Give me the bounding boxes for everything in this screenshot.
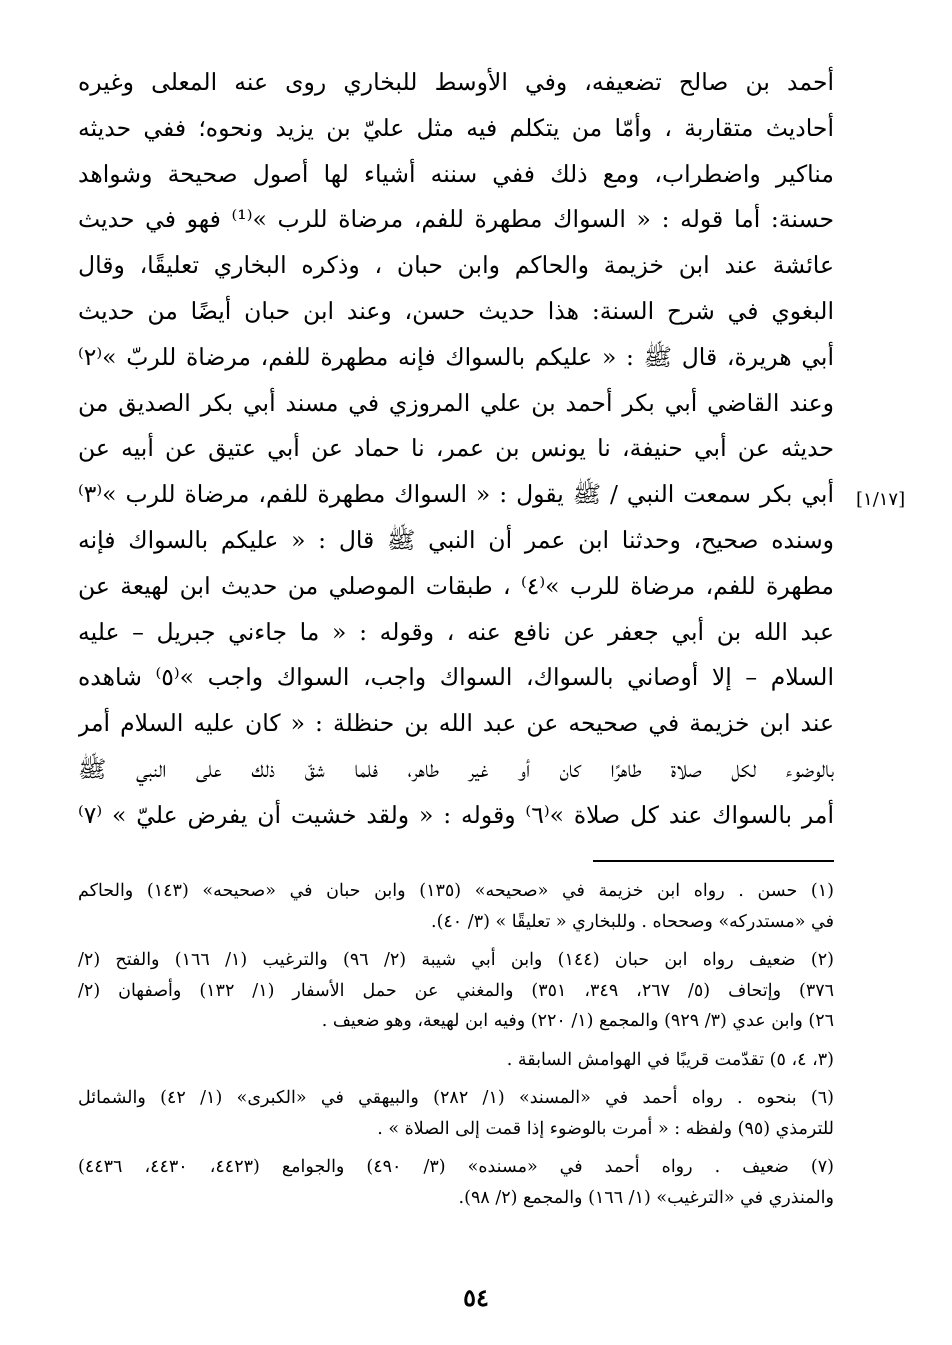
text-line: مناكير واضطراب، ومع ذلك ففي سننه أشياء لها أصول صحيحة وشواهد (78, 159, 834, 188)
text-line: بالوضوء لكل صلاة طاهرًا كان أو غير طاهر، فلما شقّ ذلك على النبي ﷺ (78, 754, 834, 783)
footnote-line: (٧) ضعيف . رواه أحمد في «مسنده» (٣/ ٤٩٠) والجوامع (٤٤٢٣، ٤٤٣٠، ٤٤٣٦) (78, 1157, 834, 1177)
footnote-3-4-5 (78, 1045, 834, 1076)
text-line: حديثه عن أبي حنيفة، نا يونس بن عمر، نا حماد عن أبي عتيق عن أبيه عن (78, 434, 834, 463)
main-text-body (78, 60, 834, 839)
footnote-line: (٦) بنحوه . رواه أحمد في «المسند» (١/ ٢٨٢) والبيهقي في «الكبرى» (١/ ٤٢) والشمائل (78, 1088, 834, 1108)
footnote-line: للترمذي (٩٥) ولفظه : « أمرت بالوضوء إذا قمت إلى الصلاة » . (377, 1118, 834, 1139)
text-line: أحاديث متقاربة ، وأمّا من يتكلم فيه مثل عليّ بن يزيد ونحوه؛ ففي حديثه (78, 113, 834, 142)
footnote-line: ٢٦) وابن عدي (٣/ ٩٢٩) والمجمع (١/ ٢٢٠) وفيه ابن لهيعة، وهو ضعيف . (321, 1011, 834, 1031)
page-number: ٥٤ (463, 1283, 489, 1312)
footnote-separator (593, 860, 834, 862)
text-line: عائشة عند ابن خزيمة والحاكم وابن حبان ، وذكره البخاري تعليقًا، وقال (78, 251, 834, 280)
text-line: وعند القاضي أبي بكر أحمد بن علي المروزي في مسند أبي بكر الصديق من (78, 388, 834, 417)
text-line: حسنة: أما قوله : « السواك مطهرة للفم، مرضاة للرب »⁽¹⁾ فهو في حديث (78, 205, 834, 234)
footnote-line: (٣، ٤، ٥) تقدّمت قريبًا في الهوامش السابقة . (506, 1049, 834, 1070)
text-line: مطهرة للفم، مرضاة للرب »⁽٤⁾ ، طبقات الموصلي من حديث ابن لهيعة عن (78, 571, 834, 600)
footnote-6 (78, 1083, 834, 1144)
margin-page-reference: [١/١٧] (856, 489, 906, 510)
text-line: وسنده صحيح، وحدثنا ابن عمر أن النبي ﷺ قال : « عليكم بالسواك فإنه (78, 525, 834, 554)
footnote-2 (78, 945, 834, 1037)
footnote-line: ٣٧٦) وإتحاف (٥/ ٢٦٧، ٣٤٩، ٣٥١) والمغني عن حمل الأسفار (١/ ١٣٢) وأصفهان (٢/ (78, 980, 834, 1001)
text-line: أمر بالسواك عند كل صلاة »⁽٦⁾ وقوله : « ولقد خشيت أن يفرض عليّ » ⁽٧⁾ (78, 800, 834, 829)
text-line: عند ابن خزيمة في صحيحه عن عبد الله بن حنظلة : « كان عليه السلام أمر (78, 709, 834, 738)
footnote-7 (78, 1152, 834, 1213)
text-line: عبد الله بن أبي جعفر عن نافع عنه ، وقوله : « ما جاءني جبريل – عليه (78, 617, 834, 646)
footnote-line: في «مستدركه» وصححاه . وللبخاري « تعليقًا » (٣/ ٤٠). (431, 911, 834, 932)
footnote-1 (78, 876, 834, 937)
text-line: أبي هريرة، قال ﷺ : « عليكم بالسواك فإنه مطهرة للفم، مرضاة للربّ »⁽٢⁾ (78, 342, 834, 371)
footnote-line: (٢) ضعيف رواه ابن حبان (١٤٤) وابن أبي شيبة (٢/ ٩٦) والترغيب (١/ ١٦٦) والفتح (٢/ (78, 950, 834, 970)
text-line: السلام – إلا أوصاني بالسواك، السواك واجب، السواك واجب »⁽٥⁾ شاهده (78, 663, 834, 692)
text-line: البغوي في شرح السنة: هذا حديث حسن، وعند ابن حبان أيضًا من حديث (78, 296, 834, 325)
footnote-line: والمنذري في «الترغيب» (١/ ١٦٦) والمجمع (٢/ ٩٨). (458, 1187, 834, 1208)
footnotes-section (78, 876, 834, 1221)
text-line: أبي بكر سمعت النبي / ﷺ يقول : « السواك مطهرة للفم، مرضاة للرب »⁽٣⁾ (78, 480, 834, 509)
text-line: أحمد بن صالح تضعيفه، وفي الأوسط للبخاري روى عنه المعلى وغيره (78, 68, 834, 96)
footnote-line: (١) حسن . رواه ابن خزيمة في «صحيحه» (١٣٥) وابن حبان في «صحيحه» (١٤٣) والحاكم (78, 881, 834, 901)
